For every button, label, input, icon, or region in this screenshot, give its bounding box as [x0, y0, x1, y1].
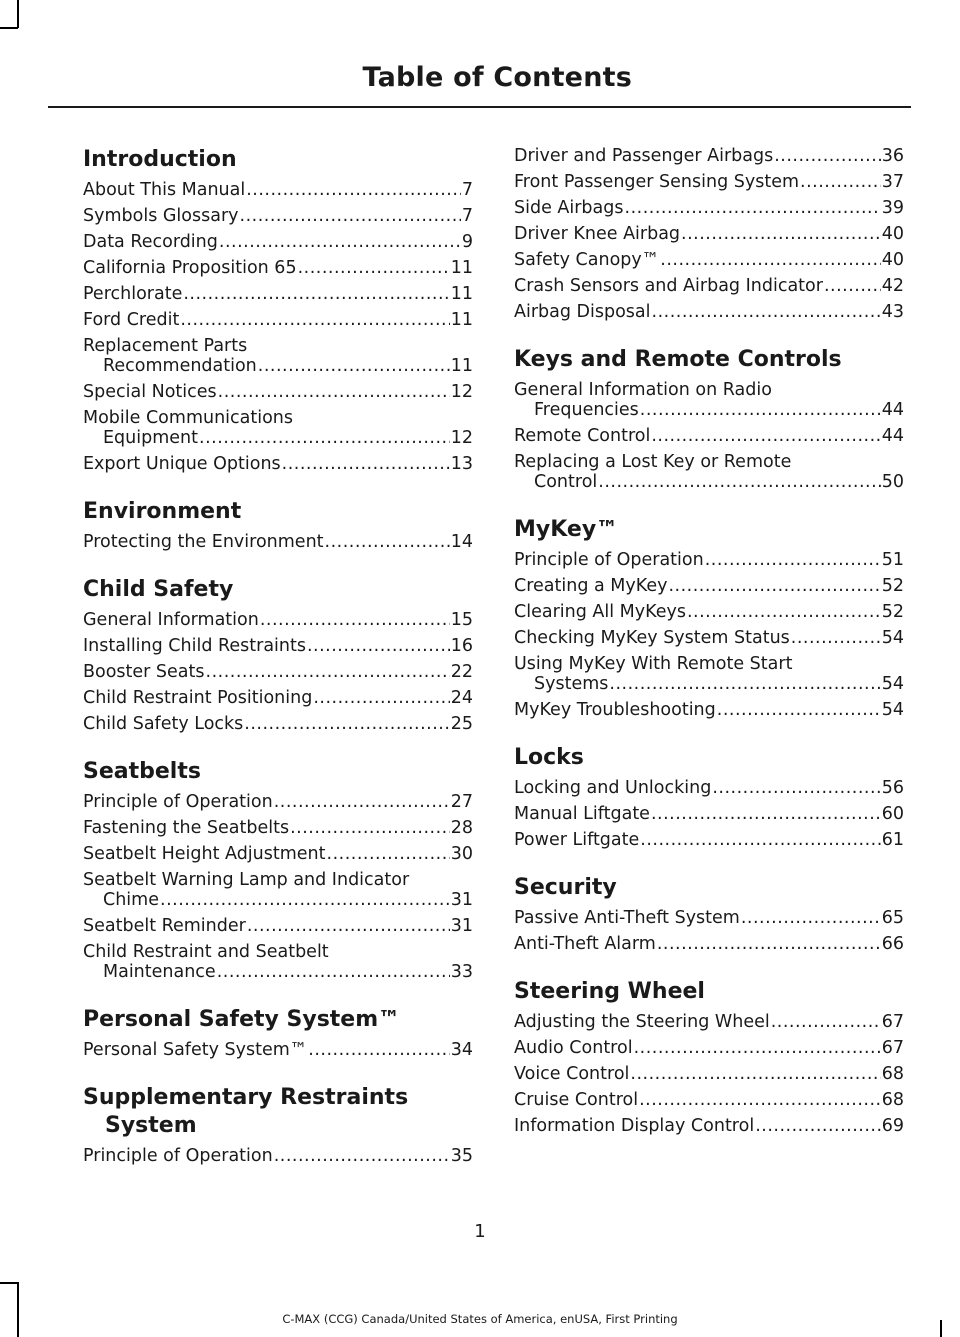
toc-entry[interactable]	[514, 1064, 904, 1090]
toc-entry[interactable]	[514, 778, 904, 804]
toc-dot-leader	[712, 778, 880, 798]
toc-page-number: 40	[881, 250, 904, 270]
toc-entry[interactable]	[83, 844, 473, 870]
toc-dot-leader	[325, 532, 450, 552]
section-heading-text: Supplementary Restraints	[83, 1085, 409, 1110]
toc-entry-label: Export Unique Options	[83, 454, 281, 474]
toc-entry-label: Principle of Operation	[83, 1146, 273, 1166]
toc-entry[interactable]	[83, 636, 473, 662]
toc-entry-label: Installing Child Restraints	[83, 636, 306, 656]
toc-dot-leader	[308, 1040, 449, 1060]
toc-dot-leader	[180, 310, 449, 330]
toc-entry[interactable]	[83, 284, 473, 310]
toc-entry-label: Crash Sensors and Airbag Indicator	[514, 276, 823, 296]
section-heading	[83, 1084, 473, 1140]
toc-dot-leader	[800, 172, 881, 192]
toc-entry[interactable]	[83, 206, 473, 232]
toc-entry[interactable]	[514, 452, 904, 498]
toc-entry[interactable]	[514, 302, 904, 328]
section-heading-text: Introduction	[83, 147, 237, 172]
toc-page-number: 15	[450, 610, 473, 630]
toc-entry[interactable]	[83, 714, 473, 740]
toc-entry-label: Power Liftgate	[514, 830, 640, 850]
toc-dot-leader	[274, 1146, 450, 1166]
toc-entry-label: Anti-Theft Alarm	[514, 934, 656, 954]
toc-entry-label: Seatbelt Warning Lamp and Indicator	[83, 870, 410, 890]
toc-entry[interactable]	[83, 1040, 473, 1066]
toc-page-number: 22	[450, 662, 473, 682]
toc-entry-label: Side Airbags	[514, 198, 624, 218]
toc-entry[interactable]	[514, 426, 904, 452]
toc-entry-label-cont	[83, 356, 473, 376]
toc-dot-leader	[609, 674, 880, 694]
toc-section	[514, 146, 904, 328]
toc-entry[interactable]	[514, 146, 904, 172]
toc-entry-label: Equipment	[103, 428, 198, 448]
toc-page-number: 67	[881, 1012, 904, 1032]
crop-mark-bottom-left-h	[0, 1282, 18, 1284]
toc-entry[interactable]	[514, 1038, 904, 1064]
toc-page-number: 7	[461, 180, 473, 200]
toc-entry[interactable]	[514, 1090, 904, 1116]
toc-dot-leader	[771, 1012, 881, 1032]
toc-page-number: 54	[881, 700, 904, 720]
toc-entry-label-cont	[514, 674, 904, 694]
toc-entry-label: Clearing All MyKeys	[514, 602, 686, 622]
toc-page-number: 68	[881, 1064, 904, 1084]
toc-entry[interactable]	[514, 830, 904, 856]
crop-mark-top-left-h	[0, 27, 18, 29]
toc-page-number: 35	[450, 1146, 473, 1166]
toc-dot-leader	[307, 636, 450, 656]
toc-dot-leader	[791, 628, 881, 648]
toc-entry-label: Child Restraint and Seatbelt	[83, 942, 329, 962]
toc-dot-leader	[652, 302, 881, 322]
page-number: 1	[474, 1221, 486, 1242]
toc-dot-leader	[260, 610, 450, 630]
toc-dot-leader	[640, 830, 880, 850]
section-heading	[514, 346, 904, 374]
header-divider	[48, 106, 911, 108]
toc-entry[interactable]	[83, 258, 473, 284]
toc-entry-label: Using MyKey With Remote Start	[514, 654, 793, 674]
toc-dot-leader	[668, 576, 880, 596]
toc-dot-leader	[313, 688, 449, 708]
toc-section	[83, 146, 473, 480]
toc-entry[interactable]	[83, 454, 473, 480]
toc-entry-label: Seatbelt Height Adjustment	[83, 844, 326, 864]
section-heading	[514, 978, 904, 1006]
toc-entry-label: Personal Safety System™	[83, 1040, 308, 1060]
section-heading-text: Keys and Remote Controls	[514, 347, 842, 372]
toc-dot-leader	[246, 180, 461, 200]
toc-entry-label: Principle of Operation	[514, 550, 704, 570]
toc-section	[514, 744, 904, 856]
toc-page-number: 67	[881, 1038, 904, 1058]
toc-entry-label: Checking MyKey System Status	[514, 628, 790, 648]
toc-page-number: 33	[450, 962, 473, 982]
toc-entry[interactable]	[83, 382, 473, 408]
toc-entry-label: Maintenance	[103, 962, 216, 982]
toc-entry-label: Child Safety Locks	[83, 714, 244, 734]
toc-right-column	[514, 146, 904, 1160]
toc-entry[interactable]	[514, 934, 904, 960]
toc-entry-label: Perchlorate	[83, 284, 183, 304]
toc-page-number: 56	[881, 778, 904, 798]
toc-dot-leader	[282, 454, 450, 474]
toc-dot-leader	[657, 934, 881, 954]
toc-entry[interactable]	[83, 336, 473, 382]
toc-entry-label: Systems	[534, 674, 609, 694]
toc-page-number: 42	[881, 276, 904, 296]
toc-section	[514, 346, 904, 498]
toc-page-number: 44	[881, 400, 904, 420]
toc-dot-leader	[681, 224, 881, 244]
crop-mark-bottom-left-v	[17, 1282, 19, 1337]
toc-page-number: 40	[881, 224, 904, 244]
toc-entry[interactable]	[83, 310, 473, 336]
toc-entry-label: Front Passenger Sensing System	[514, 172, 800, 192]
toc-dot-leader	[824, 276, 881, 296]
toc-page-number: 65	[881, 908, 904, 928]
toc-entry-label: Fastening the Seatbelts	[83, 818, 290, 838]
toc-dot-leader	[217, 962, 450, 982]
toc-entry[interactable]	[83, 688, 473, 714]
toc-section	[514, 516, 904, 726]
toc-entry[interactable]	[514, 628, 904, 654]
toc-entry[interactable]	[514, 250, 904, 276]
toc-entry-label-cont	[514, 472, 904, 492]
toc-page-number: 54	[881, 628, 904, 648]
toc-entry[interactable]	[83, 610, 473, 636]
toc-page-number: 68	[881, 1090, 904, 1110]
toc-entry[interactable]	[514, 172, 904, 198]
toc-dot-leader	[774, 146, 881, 166]
toc-entry-label: Mobile Communications	[83, 408, 294, 428]
toc-dot-leader	[705, 550, 881, 570]
toc-entry-label: Child Restraint Positioning	[83, 688, 313, 708]
toc-entry-label: General Information	[83, 610, 259, 630]
toc-entry[interactable]	[514, 576, 904, 602]
toc-dot-leader	[630, 1064, 880, 1084]
toc-dot-leader	[199, 428, 450, 448]
toc-page-number: 16	[450, 636, 473, 656]
toc-entry[interactable]	[83, 818, 473, 844]
toc-entry-label: Symbols Glossary	[83, 206, 239, 226]
toc-entry[interactable]	[83, 916, 473, 942]
toc-entry-label: Safety Canopy™	[514, 250, 660, 270]
toc-page-number: 34	[450, 1040, 473, 1060]
toc-entry-label: MyKey Troubleshooting	[514, 700, 716, 720]
toc-dot-leader	[687, 602, 881, 622]
section-heading	[83, 1006, 473, 1034]
toc-dot-leader	[755, 1116, 881, 1136]
section-heading-text: Environment	[83, 499, 242, 524]
toc-section	[83, 758, 473, 988]
toc-dot-leader	[298, 258, 450, 278]
toc-entry[interactable]	[83, 1146, 473, 1172]
toc-page-number: 39	[881, 198, 904, 218]
toc-entry[interactable]	[514, 1116, 904, 1142]
toc-entry-label: Manual Liftgate	[514, 804, 650, 824]
toc-section	[514, 874, 904, 960]
toc-dot-leader	[160, 890, 450, 910]
crop-mark-top-left-v	[17, 0, 19, 28]
toc-dot-leader	[640, 400, 881, 420]
toc-entry[interactable]	[83, 870, 473, 916]
toc-entry-label: Protecting the Environment	[83, 532, 324, 552]
toc-dot-leader	[660, 250, 880, 270]
toc-section	[83, 576, 473, 740]
toc-page-number: 54	[881, 674, 904, 694]
toc-page-number: 9	[461, 232, 473, 252]
toc-entry-label: Principle of Operation	[83, 792, 273, 812]
toc-entry[interactable]	[83, 662, 473, 688]
section-heading	[514, 874, 904, 902]
toc-entry-label: Ford Credit	[83, 310, 180, 330]
toc-dot-leader	[651, 426, 880, 446]
toc-section	[514, 978, 904, 1142]
toc-entry[interactable]	[514, 602, 904, 628]
toc-page-number: 11	[450, 310, 473, 330]
toc-dot-leader	[651, 804, 881, 824]
section-heading-text: MyKey™	[514, 517, 619, 542]
toc-page-number: 24	[450, 688, 473, 708]
toc-page-number: 66	[881, 934, 904, 954]
toc-entry-label: Driver Knee Airbag	[514, 224, 681, 244]
toc-page-number: 13	[450, 454, 473, 474]
section-heading	[83, 146, 473, 174]
toc-entry-label: Replacing a Lost Key or Remote	[514, 452, 792, 472]
toc-entry-label: General Information on Radio	[514, 380, 772, 400]
toc-page-number: 36	[881, 146, 904, 166]
toc-page-number: 31	[450, 890, 473, 910]
toc-dot-leader	[183, 284, 449, 304]
toc-page-number: 44	[881, 426, 904, 446]
toc-entry[interactable]	[514, 276, 904, 302]
toc-page-number: 69	[881, 1116, 904, 1136]
toc-entry-label-cont	[514, 400, 904, 420]
toc-entry[interactable]	[514, 224, 904, 250]
toc-entry[interactable]	[83, 180, 473, 206]
toc-dot-leader	[634, 1038, 881, 1058]
toc-entry-label: Replacement Parts	[83, 336, 248, 356]
toc-entry-label: Special Notices	[83, 382, 217, 402]
toc-dot-leader	[717, 700, 881, 720]
toc-page-number: 12	[450, 428, 473, 448]
toc-section	[83, 1084, 473, 1172]
toc-page-number: 7	[461, 206, 473, 226]
toc-entry[interactable]	[514, 380, 904, 426]
toc-entry[interactable]	[514, 654, 904, 700]
toc-dot-leader	[247, 916, 450, 936]
toc-dot-leader	[598, 472, 880, 492]
toc-entry[interactable]	[83, 232, 473, 258]
toc-entry-label: About This Manual	[83, 180, 246, 200]
section-heading-text: Child Safety	[83, 577, 234, 602]
toc-entry[interactable]	[514, 198, 904, 224]
toc-page-number: 12	[450, 382, 473, 402]
toc-page-number: 11	[450, 356, 473, 376]
toc-entry[interactable]	[83, 792, 473, 818]
toc-entry-label: Information Display Control	[514, 1116, 755, 1136]
toc-page-number: 51	[881, 550, 904, 570]
toc-entry[interactable]	[514, 804, 904, 830]
toc-dot-leader	[206, 662, 450, 682]
toc-entry-label: Voice Control	[514, 1064, 630, 1084]
page-title: Table of Contents	[362, 62, 632, 93]
toc-entry-label: Recommendation	[103, 356, 257, 376]
toc-entry-label: Airbag Disposal	[514, 302, 651, 322]
section-heading	[83, 576, 473, 604]
toc-dot-leader	[290, 818, 450, 838]
toc-entry-label: Control	[534, 472, 598, 492]
toc-entry[interactable]	[514, 700, 904, 726]
toc-entry-label-cont	[83, 962, 473, 982]
toc-entry-label: Chime	[103, 890, 159, 910]
toc-page-number: 14	[450, 532, 473, 552]
section-heading	[83, 498, 473, 526]
toc-page-number: 50	[881, 472, 904, 492]
toc-page-number: 60	[881, 804, 904, 824]
section-heading-text-cont: System	[105, 1113, 197, 1138]
toc-page-number: 11	[450, 258, 473, 278]
toc-page-number: 37	[881, 172, 904, 192]
section-heading-text: Seatbelts	[83, 759, 201, 784]
toc-entry[interactable]	[83, 942, 473, 988]
toc-page-number: 25	[450, 714, 473, 734]
toc-entry-label: Creating a MyKey	[514, 576, 668, 596]
toc-dot-leader	[274, 792, 450, 812]
toc-dot-leader	[639, 1090, 881, 1110]
toc-entry-label: Driver and Passenger Airbags	[514, 146, 774, 166]
toc-dot-leader	[625, 198, 881, 218]
toc-entry[interactable]	[83, 532, 473, 558]
toc-dot-leader	[327, 844, 450, 864]
toc-dot-leader	[244, 714, 449, 734]
section-heading-text: Personal Safety System™	[83, 1007, 401, 1032]
toc-page-number: 43	[881, 302, 904, 322]
toc-entry-label-cont	[83, 890, 473, 910]
toc-dot-leader	[741, 908, 881, 928]
toc-entry-label: Audio Control	[514, 1038, 633, 1058]
toc-page-number: 52	[881, 602, 904, 622]
toc-page-number: 61	[881, 830, 904, 850]
section-heading	[514, 516, 904, 544]
toc-page-number: 28	[450, 818, 473, 838]
footer-text: C-MAX (CCG) Canada/United States of America, enUSA, First Printing	[282, 1312, 678, 1326]
toc-page-number: 11	[450, 284, 473, 304]
toc-section	[83, 498, 473, 558]
section-heading-text: Steering Wheel	[514, 979, 705, 1004]
section-heading-text: Locks	[514, 745, 584, 770]
toc-entry-label: Adjusting the Steering Wheel	[514, 1012, 770, 1032]
toc-entry-label: Frequencies	[534, 400, 639, 420]
toc-entry-label: Seatbelt Reminder	[83, 916, 246, 936]
toc-dot-leader	[218, 382, 450, 402]
section-heading-text: Security	[514, 875, 617, 900]
toc-entry[interactable]	[83, 408, 473, 454]
toc-left-column	[83, 146, 473, 1190]
toc-page-number: 30	[450, 844, 473, 864]
toc-dot-leader	[240, 206, 461, 226]
toc-entry[interactable]	[514, 908, 904, 934]
toc-entry-label: Remote Control	[514, 426, 651, 446]
toc-entry[interactable]	[514, 550, 904, 576]
toc-section	[83, 1006, 473, 1066]
toc-entry-label-cont	[83, 428, 473, 448]
toc-dot-leader	[219, 232, 461, 252]
toc-entry-label: Locking and Unlocking	[514, 778, 712, 798]
toc-entry[interactable]	[514, 1012, 904, 1038]
toc-page-number: 31	[450, 916, 473, 936]
toc-entry-label: Passive Anti-Theft System	[514, 908, 740, 928]
section-heading	[514, 744, 904, 772]
toc-dot-leader	[258, 356, 450, 376]
toc-entry-label: Booster Seats	[83, 662, 205, 682]
toc-entry-label: Data Recording	[83, 232, 218, 252]
toc-page-number: 27	[450, 792, 473, 812]
toc-page-number: 52	[881, 576, 904, 596]
section-heading	[83, 758, 473, 786]
toc-entry-label: California Proposition 65	[83, 258, 297, 278]
toc-entry-label: Cruise Control	[514, 1090, 639, 1110]
